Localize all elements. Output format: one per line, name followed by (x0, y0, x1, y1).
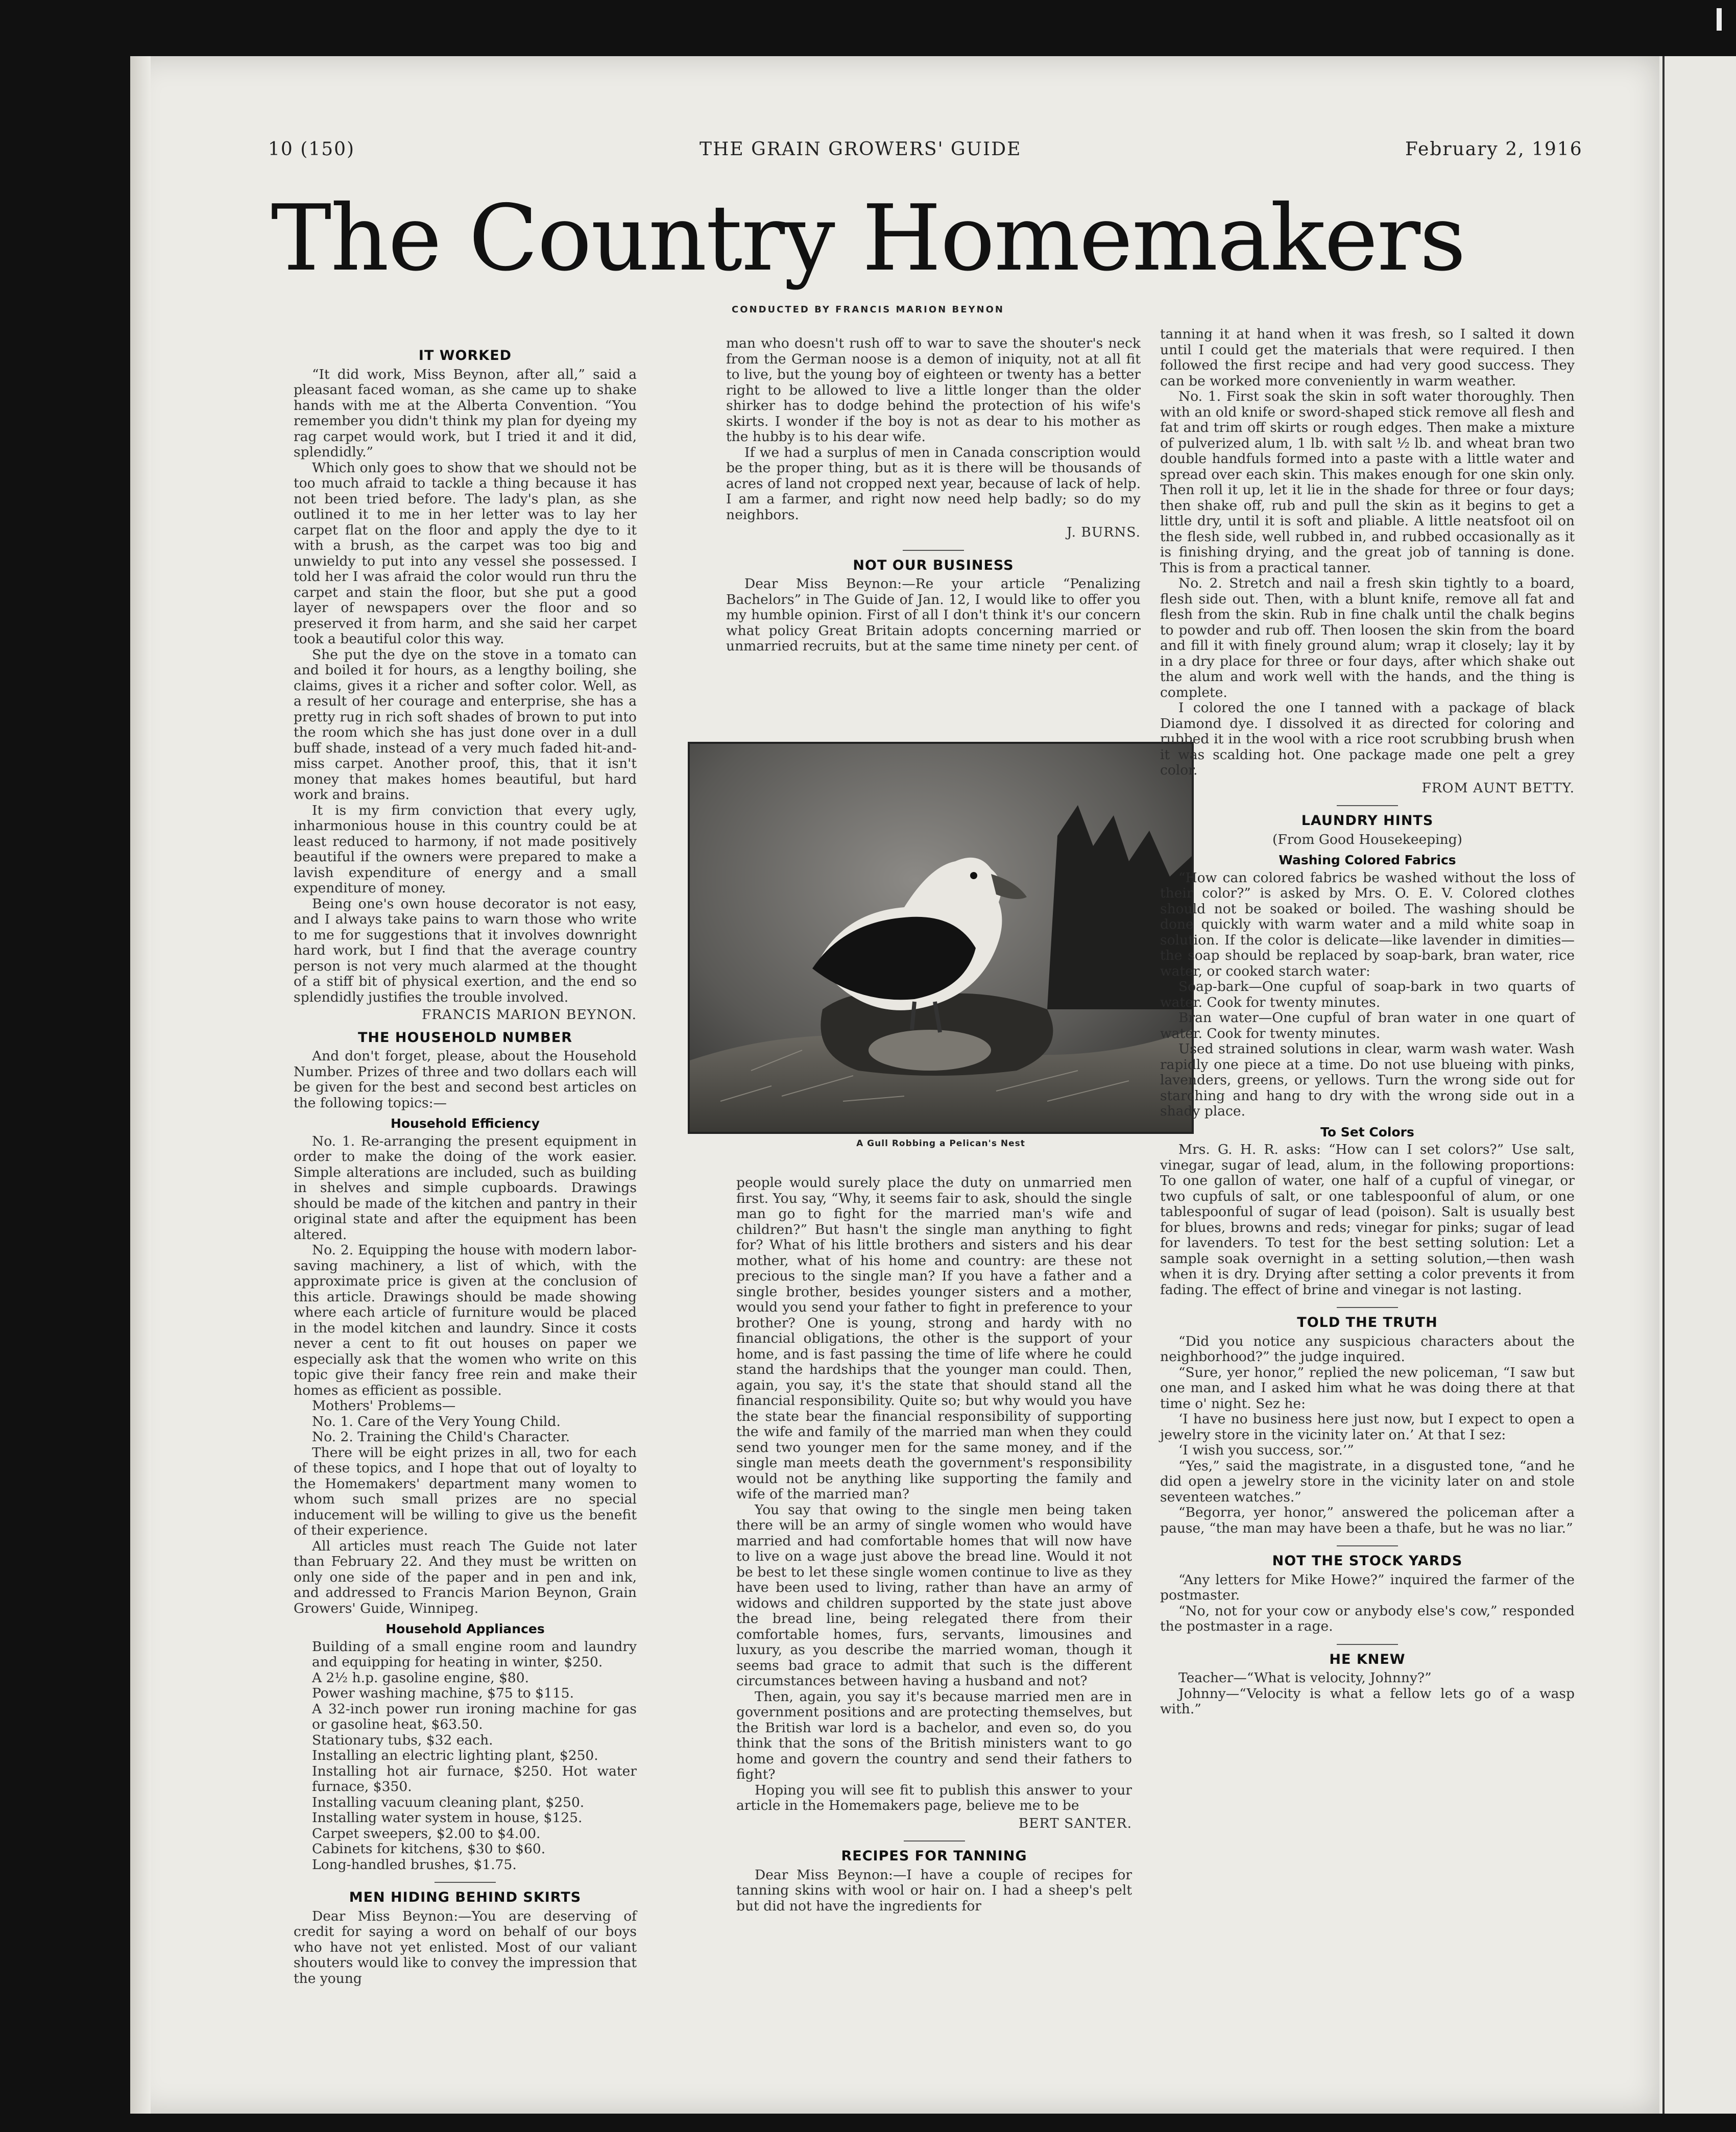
issue-date: February 2, 1916 (1405, 139, 1583, 160)
gull-pelican-nest-picture (690, 744, 1192, 1132)
list-item: Carpet sweepers, $2.00 to $4.00. (312, 1825, 541, 1842)
section-rule (904, 1840, 965, 1842)
section-rule (903, 550, 964, 551)
source-note: (From Good Housekeeping) (1272, 831, 1462, 847)
article-heading: THE HOUSEHOLD NUMBER (358, 1029, 572, 1046)
section-rule (1337, 1644, 1398, 1645)
paragraph: Being one's own house decorator is not easy, and I always take pains to warn those who write to me for suggestions that it involves downright hard work, but I find that the average country person is not very much alarmed at the thought of a stiff bit of physical exertion, and the end so splendidly justifies the trouble involved. (294, 895, 637, 1005)
section-rule (1337, 1307, 1398, 1308)
article-heading: NOT THE STOCK YARDS (1272, 1553, 1463, 1569)
paragraph: Johnny—“Velocity is what a fellow lets go of a wasp with.” (1160, 1685, 1575, 1717)
article-heading: IT WORKED (418, 348, 512, 364)
section-subheading: Household Appliances (385, 1621, 545, 1636)
paragraph: No. 1. First soak the skin in soft water thoroughly. Then with an old knife or sword-shaped stick remove all flesh and fat and trim off skirts or rough edges. Then make a mixture of pulverized alum, 1 lb. with salt ½ lb. and wheat bran two double handfuls formed into a paste with a little water and spread over each skin. This makes enough for one skin only. Then roll it up, let it lie in the shade for three or four days; then shake off, rub and pull the skin as it begins to get a little dry, until it is soft and pliable. A little neatsfoot oil on the flesh side, well rubbed in, and rubbed occasionally as it is finishing drying, and the great job of tanning is done. This is from a practical tanner. (1160, 389, 1575, 576)
next-page-edge (1659, 56, 1736, 2114)
paragraph: Dear Miss Beynon:—You are deserving of credit for saying a word on behalf of our boys who have not yet enlisted. Most of our valiant shouters would like to convey the impression that the young (294, 1908, 637, 1986)
paragraph: Dear Miss Beynon:—Re your article “Penalizing Bachelors” in The Guide of Jan. 12, I would like to offer you my humble opinion. First of all I don't think it's our concern what policy Great Britain adopts concerning married or unmarried recruits, but at the same time ninety per cent. of (726, 576, 1141, 654)
signature: FRANCIS MARION BEYNON. (421, 1007, 637, 1023)
column-3 (1160, 327, 1575, 1717)
section-rule (1337, 805, 1398, 806)
column-1 (294, 341, 637, 1986)
paragraph: “Yes,” said the magistrate, in a disgusted tone, “and he did open a jewelry store in the vicinity later on and stole seventeen watches.” (1160, 1458, 1575, 1505)
paragraph: Teacher—“What is velocity, Johnny?” (1178, 1670, 1432, 1686)
paragraph: man who doesn't rush off to war to save the shouter's neck from the German noose is a demon of iniquity, not at all fit to live, but the young boy of eighteen or twenty has a better right to be allowed to live a little longer than the older shirker has to dodge behind the protection of his wife's skirts. I wonder if the boy is not as dear to his mother as the hubby is to his dear wife. (726, 335, 1141, 445)
section-rule (435, 1882, 496, 1883)
paragraph: No. 2. Equipping the house with modern labor-saving machinery, a list of which, with the approximate price is given at the conclusion of this article. Drawings should be made showing where each article of furniture would be placed in the model kitchen and laundry. Since it costs never a cent to fit out houses on paper we especially ask that the women who write on this topic give their fancy free rein and make their homes as efficient as possible. (294, 1242, 637, 1398)
list-item: Cabinets for kitchens, $30 to $60. (312, 1841, 546, 1857)
article-heading: TOLD THE TRUTH (1297, 1315, 1438, 1330)
section-subheading: To Set Colors (1320, 1124, 1414, 1140)
paragraph: Soap-bark—One cupful of soap-bark in two quarts of water. Cook for twenty minutes. (1160, 979, 1575, 1010)
list-item: Installing hot air furnace, $250. Hot water furnace, $350. (312, 1763, 637, 1795)
list-item: Long-handled brushes, $1.75. (312, 1856, 517, 1873)
paragraph: I colored the one I tanned with a package of black Diamond dye. I dissolved it as directed for coloring and rubbed it in the wool with a rice root scrubbing brush when it was scalding hot. One package made one pelt a grey color. (1160, 700, 1575, 778)
article-heading: LAUNDRY HINTS (1301, 813, 1434, 829)
page-fold (1662, 56, 1665, 2114)
list-item: Installing an electric lighting plant, $250. (312, 1748, 598, 1763)
gull-photo (688, 742, 1194, 1134)
signature: FROM AUNT BETTY. (1421, 780, 1575, 796)
paragraph: Hoping you will see fit to publish this answer to your article in the Homemakers page, believe me to be (736, 1782, 1132, 1813)
paragraph: If we had a surplus of men in Canada conscription would be the proper thing, but as it is there will be thousands of acres of land not cropped next year, because of lack of help. I am a farmer, and right now need help badly; so do my neighbors. (726, 444, 1141, 523)
page-title: The Country Homemakers (271, 185, 1465, 291)
paragraph: Bran water—One cupful of bran water in one quart of water. Cook for twenty minutes. (1160, 1010, 1575, 1041)
list-item: Power washing machine, $75 to $115. (312, 1685, 574, 1701)
paragraph: All articles must reach The Guide not later than February 22. And they must be written on only one side of the paper and in pen and ink, and addressed to Francis Marion Beynon, Grain Growers' Guide, Winnipeg. (294, 1538, 637, 1616)
problems-list (294, 1398, 637, 1445)
paragraph: tanning it at hand when it was fresh, so I salted it down until I could get the materials that were required. I then followed the first recipe and had very good success. They can be worked more conveniently in warm weather. (1160, 326, 1575, 389)
paragraph: “Did you notice any suspicious characters about the neighborhood?” the judge inquired. (1160, 1333, 1575, 1365)
paragraph: Mrs. G. H. R. asks: “How can I set colors?” Use salt, vinegar, sugar of lead, alum, in the following proportions: To one gallon of water, one half of a cupful of vinegar, or two cupfuls of salt, or one tablespoonful of alum, or one tablespoonful of sugar of lead (poison). Salt is usually best for blues, browns and reds; vinegar for pinks; sugar of lead for lavenders. To test for the best setting solution: Let a sample soak overnight in a setting solution,—then wash when it is dry. Drying after setting a color prevents it from fading. The effect of brine and vinegar is not lasting. (1160, 1142, 1575, 1298)
paragraph: She put the dye on the stove in a tomato can and boiled it for hours, as a lengthy boiling, she claims, gives it a richer and softer color. Well, as a result of her courage and enterprise, she has a pretty rug in rich soft shades of brown to put into the room which she has just done over in a dull buff shade, instead of a very much faded hit-and-miss carpet. Another proof, this, that it isn't money that makes homes beautiful, but hard work and brains. (294, 646, 637, 803)
page-number: 10 (150) (268, 139, 355, 160)
column-2-top (726, 336, 1141, 655)
paragraph: Then, again, you say it's because married men are in government positions and are protecting themselves, but the British war lord is a bachelor, and even so, do you think that the sons of the British ministers want to go home and govern the country and send their fathers to fight? (736, 1688, 1132, 1782)
list-item: A 2½ h.p. gasoline engine, $80. (312, 1669, 529, 1686)
list-item: Installing vacuum cleaning plant, $250. (312, 1794, 585, 1810)
article-heading: RECIPES FOR TANNING (841, 1848, 1027, 1864)
section-subheading: Washing Colored Fabrics (1279, 853, 1456, 867)
signature: J. BURNS. (1067, 524, 1141, 540)
paragraph: “How can colored fabrics be washed without the loss of their color?” is asked by Mrs. O. E. V. Colored clothes should not be soaked or boiled. The washing should be done quickly with warm water and a mild white soap in solution. If the color is delicate—like lavender in dimities—the soap should be replaced by soap-bark, bran water, rice water, or cooked starch water: (1160, 869, 1575, 979)
paragraph: “It did work, Miss Beynon, after all,” said a pleasant faced woman, as she came up to shake hands with me at the Alberta Convention. “You remember you didn't think my plan for dyeing my rag carpet would work, but I tried it and it did, splendidly.” (294, 366, 637, 460)
article-heading: MEN HIDING BEHIND SKIRTS (349, 1889, 582, 1905)
section-subheading: Household Efficiency (390, 1116, 540, 1131)
paragraph: “Begorra, yer honor,” answered the policeman after a pause, “the man may have been a thafe, but he was no liar.” (1160, 1505, 1575, 1536)
list-item: Stationary tubs, $32 each. (312, 1732, 493, 1748)
list-item: No. 2. Training the Child's Character. (312, 1429, 570, 1445)
paragraph: people would surely place the duty on unmarried men first. You say, “Why, it seems fair to ask, should the single man go to fight for the married man's wife and children?” But hasn't the single man anything to fight for? What of his little brothers and sisters and his dear mother, what of his home and country: are these not precious to the single man? If you have a father and a single brother, besides younger sisters and a mother, would you send your father to fight in preference to your brother? One is young, strong and hardy with no financial obligations, the other is the support of your home, and is fast passing the time of life where he could stand the hardships that the younger man could. Then, again, you say, it's the state that should stand all the financial responsibility. Quite so; but why would you have the state bear the financial responsibility of supporting the wife and family of the married man when they could send two younger men for the same money, and if the single man meets death the government's responsibility would not be anything like supporting the family and wife of the married man? (736, 1175, 1132, 1502)
paragraph: ‘I have no business here just now, but I expect to open a jewelry store in the vicinity later on.’ At that I sez: (1160, 1411, 1575, 1443)
paragraph: “No, not for your cow or anybody else's cow,” responded the postmaster in a rage. (1160, 1603, 1575, 1634)
section-rule (1337, 1545, 1398, 1546)
list-item: Building of a small engine room and laundry and equipping for heating in winter, $250. (312, 1638, 637, 1670)
signature: BERT SANTER. (1018, 1815, 1132, 1831)
paragraph: It is my firm conviction that every ugly, inharmonious house in this country could be at least reduced to harmony, if not made positively beautiful if the owners were prepared to make a lavish expenditure of energy and a small expenditure of money. (294, 802, 637, 896)
page-left-edge (130, 56, 151, 2114)
paragraph: No. 2. Stretch and nail a fresh skin tightly to a board, flesh side out. Then, with a blunt knife, remove all fat and flesh from the skin. Rub in fine chalk until the chalk begins to powder and rub off. Then loosen the skin from the board and fill it with finely ground alum; wrap it closely; lay it by in a dry place for three or four days, after which shake out the alum and work well with the hands, and the thing is complete. (1160, 575, 1575, 700)
paragraph: “Sure, yer honor,” replied the new policeman, “I saw but one man, and I asked him what he was doing there at that time o' night. Sez he: (1160, 1364, 1575, 1412)
scan-corner-mark (1717, 8, 1722, 31)
article-heading: HE KNEW (1329, 1651, 1406, 1667)
column-2-bottom (736, 1175, 1132, 1914)
photo-caption: A Gull Robbing a Pelican's Nest (856, 1138, 1025, 1149)
paragraph: Which only goes to show that we should not be too much afraid to tackle a thing because it has not been tried before. The lady's plan, as she outlined it to me in her letter was to lay her carpet flat on the floor and apply the dye to it with a brush, as the carpet was too big and unwieldy to put into any vessel she possessed. I told her I was afraid the color would run thru the carpet and stain the floor, but she put a good layer of newspapers over the floor and so preserved it from harm, and she said her carpet took a beautiful color this way. (294, 459, 637, 647)
conducted-by: CONDUCTED BY FRANCIS MARION BEYNON (732, 304, 1004, 315)
article-heading: NOT OUR BUSINESS (853, 557, 1014, 573)
paragraph: No. 1. Re-arranging the present equipment in order to make the doing of the work easier. Simple alterations are included, such as building in shelves and simple cupboards. Drawings should be made of the kitchen and pantry in their original state and after the equipment has been altered. (294, 1133, 637, 1243)
paragraph: Used strained solutions in clear, warm wash water. Wash rapidly one piece at a time. Do not use blueing with pinks, lavenders, greens, or yellows. Turn the wrong side out for starching and hang to dry with the wrong side out in a shady place. (1160, 1041, 1575, 1119)
paragraph: And don't forget, please, about the Household Number. Prizes of three and two dollars each will be given for the best and second best articles on the following topics:— (294, 1048, 637, 1111)
paragraph: You say that owing to the single men being taken there will be an army of single women who would have married and had comfortable homes that will now have to live on a wage just above the bread line. Would it not be best to let these single women continue to live as they have been used to living, rather than have an army of widows and children supported by the state just above the bread line, being relegated there from their comfortable homes, furs, servants, limousines and luxury, as you describe the married woman, though it seems bad grace to admit that such is the different circumstances between having a husband and not? (736, 1501, 1132, 1689)
paragraph: There will be eight prizes in all, two for each of these topics, and I hope that out of loyalty to the Homemakers' department many women to whom such small prizes are no special inducement will be willing to give us the benefit of their experience. (294, 1444, 637, 1538)
list-item: A 32-inch power run ironing machine for gas or gasoline heat, $63.50. (312, 1701, 637, 1732)
paragraph: ‘I wish you success, sor.’” (1178, 1442, 1354, 1458)
list-item: Installing water system in house, $125. (312, 1810, 583, 1826)
list-item: Mothers' Problems— (312, 1398, 456, 1414)
publication-name: THE GRAIN GROWERS' GUIDE (700, 139, 1022, 160)
paragraph: “Any letters for Mike Howe?” inquired the farmer of the postmaster. (1160, 1571, 1575, 1603)
list-item: No. 1. Care of the Very Young Child. (312, 1413, 561, 1430)
paragraph: Dear Miss Beynon:—I have a couple of recipes for tanning skins with wool or hair on. I had a sheep's pelt but did not have the ingredients for (736, 1867, 1132, 1914)
appliance-list (294, 1639, 637, 1873)
